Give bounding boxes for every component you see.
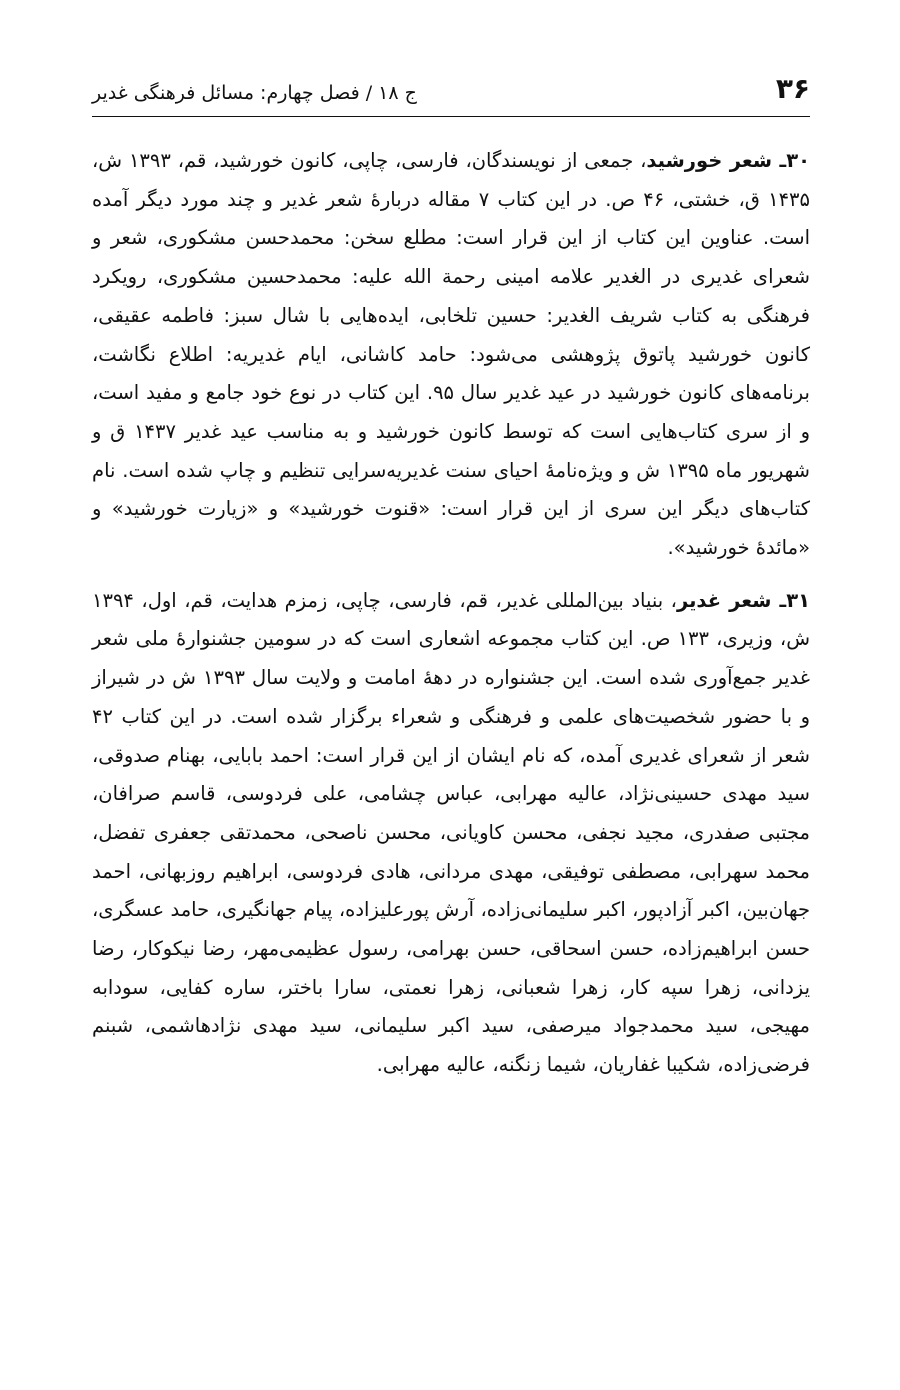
- page-body: [92, 142, 810, 1099]
- bibliography-entry: [92, 142, 810, 568]
- page-header: [92, 70, 810, 110]
- bibliography-entry: [92, 582, 810, 1085]
- page-number: ۳۶: [775, 72, 810, 105]
- entry-title: ۳۱ـ شعر غدیر: [676, 588, 811, 612]
- entry-text: ، بنیاد بین‌المللی غدیر، قم، فارسی، چاپی، زمزم هدایت، قم، اول، ۱۳۹۴ ش، وزیری، ۱۳۳ ص. این کتاب مجموعه اشعاری است که در سومین جشنوارهٔ ملی شعر غدیر جمع‌آوری شده است. این جشنواره در دههٔ امامت و ولایت سال ۱۳۹۳ ش در شیراز و با حضور شخصیت‌های علمی و فرهنگی و شعراء برگزار شده است. در این کتاب ۴۲ شعر از شعرای غدیری آمده، که نام ایشان از این قرار است: احمد بابایی، بهنام صدوقی، سید مهدی حسینی‌نژاد، عالیه مهرابی، عباس چشامی، علی فردوسی، قاسم صرافان، مجتبی صفدری، مجید نجفی، محسن کاویانی، محسن ناصحی، محمدتقی جعفری تفضل، محمد سهرابی، مصطفی توفیقی، مهدی مردانی، هادی فردوسی، ابراهیم روزبهانی، احمد جهان‌بین، اکبر آزادپور، اکبر سلیمانی‌زاده، آرش پورعلیزاده، پیام جهانگیری، حامد عسگری، حسن ابراهیم‌زاده، حسن اسحاقی، حسن بهرامی، رسول عظیمی‌مهر، رضا نیکوکار، رضا یزدانی، زهرا سپه کار، زهرا شعبانی، زهرا نعمتی، سارا باختر، ساره کفایی، سودابه مهیجی، سید محمدجواد میرصفی، سید اکبر سلیمانی، سید مهدی نژادهاشمی، شبنم فرضی‌زاده، شکیبا غفاریان، شیما زنگنه، عالیه مهرابی.: [92, 588, 810, 1077]
- entry-title: ۳۰ـ شعر خورشید: [646, 149, 810, 172]
- header-rule: [92, 116, 810, 117]
- running-title: ج ۱۸ / فصل چهارم: مسائل فرهنگی غدیر: [92, 82, 417, 104]
- entry-text: ، جمعی از نویسندگان، فارسی، چاپی، کانون خورشید، قم، ۱۳۹۳ ش، ۱۴۳۵ ق، خشتی، ۴۶ ص. در این کتاب ۷ مقاله دربارهٔ شعر غدیر و چند مورد دیگر آمده است. عناوین این کتاب از این قرار است: مطلع سخن: محمدحسن مشکوری، شعر و شعرای غدیری در الغدیر علامه امینی رحمة الله علیه: محمدحسین مشکوری، رویکرد فرهنگی به کتاب شریف الغدیر: حسین تلخابی، ایده‌هایی با شال سبز: فاطمه عقیقی، کانون خورشید پاتوق پژوهشی می‌شود: حامد کاشانی، ایام غدیریه: اطلاع نگاشت، برنامه‌های کانون خورشید در عید غدیر سال ۹۵. این کتاب در نوع خود جامع و مفید است، و از سری کتاب‌هایی است که توسط کانون خورشید و به مناسب عید غدیر ۱۴۳۷ ق و شهریور ماه ۱۳۹۵ ش و ویژه‌نامهٔ احیای سنت غدیریه‌سرایی تنظیم و چاپ شده است. نام کتاب‌های دیگر این سری از این قرار است: «قنوت خورشید» و «زیارت خورشید» و «مائدهٔ خورشید».: [92, 149, 811, 560]
